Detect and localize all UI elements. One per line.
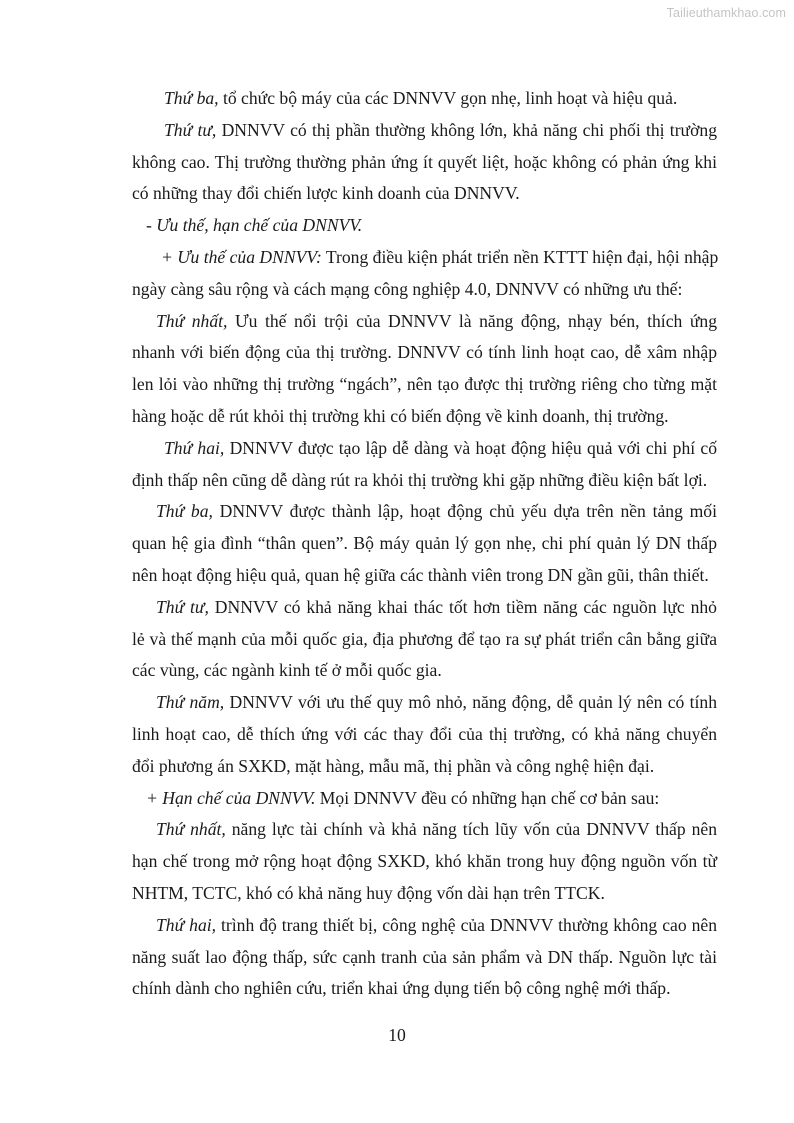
paragraph-line (132, 401, 717, 433)
paragraph-line (132, 973, 717, 1005)
paragraph-line (132, 910, 717, 942)
paragraph-line (132, 719, 717, 751)
line-text: đổi phương án SXKD, mặt hàng, mẫu mã, thị phần và công nghệ hiện đại. (132, 755, 655, 776)
paragraph-line (132, 687, 717, 719)
paragraph-line (132, 496, 717, 528)
lead-phrase: Thứ hai, (156, 914, 217, 935)
lead-phrase: - Ưu thế, hạn chế của DNNVV. (146, 215, 363, 236)
paragraph-line (132, 846, 717, 878)
lead-phrase: + Hạn chế của DNNVV. (146, 787, 316, 808)
line-text: DNNVV có thị phần thường không lớn, khả năng chi phối thị trường (216, 119, 717, 140)
paragraph-line (132, 878, 717, 910)
line-text: linh hoạt cao, dễ thích ứng với các thay đổi của thị trường, có khả năng chuyển (132, 723, 717, 744)
line-text: các vùng, các ngành kinh tế ở mỗi quốc gia. (132, 660, 442, 681)
line-text: DNNVV được tạo lập dễ dàng và hoạt động hiệu quả với chi phí cố (224, 437, 717, 458)
paragraph-line (132, 369, 717, 401)
line-text: DNNVV có khả năng khai thác tốt hơn tiềm năng các nguồn lực nhỏ (208, 596, 717, 617)
line-text: hàng hoặc dễ rút khỏi thị trường khi có biến động về kinh doanh, thị trường. (132, 405, 669, 426)
line-text: quan hệ gia đình “thân quen”. Bộ máy quản lý gọn nhẹ, chi phí quản lý DN thấp (132, 533, 717, 554)
line-text: định thấp nên cũng dễ dàng rút ra khỏi thị trường khi gặp những điều kiện bất lợi. (132, 469, 708, 490)
paragraph-line (132, 242, 717, 274)
paragraph-line (132, 306, 717, 338)
paragraph-line (132, 783, 717, 815)
paragraph-line (132, 655, 717, 687)
paragraph-line (132, 528, 717, 560)
line-text: năng suất lao động thấp, sức cạnh tranh của sản phẩm và DN thấp. Nguồn lực tài (132, 946, 717, 967)
lead-phrase: Thứ nhất, (156, 819, 226, 840)
page-number: 10 (388, 1025, 406, 1045)
line-text: có những thay đổi chiến lược kinh doanh của DNNVV. (132, 183, 520, 204)
paragraph-line (132, 751, 717, 783)
paragraph-line (132, 624, 717, 656)
paragraph-line (132, 942, 717, 974)
paragraph-line (132, 274, 717, 306)
watermark: Tailieuthamkhao.com (666, 6, 786, 20)
lead-phrase: Thứ tư, (156, 596, 209, 617)
line-text: hạn chế trong mở rộng hoạt động SXKD, khó khăn trong huy động nguồn vốn từ (132, 851, 717, 872)
line-text: DNNVV được thành lập, hoạt động chủ yếu dựa trên nền tảng mối (212, 501, 717, 522)
paragraph-line (132, 147, 717, 179)
paragraph-line (132, 337, 717, 369)
paragraph-line (132, 433, 717, 465)
line-text: NHTM, TCTC, khó có khả năng huy động vốn dài hạn trên TTCK. (132, 882, 605, 903)
paragraph-line (132, 115, 717, 147)
line-text: len lỏi vào những thị trường “ngách”, nên tạo được thị trường riêng cho từng mặt (132, 374, 717, 395)
line-text: Trong điều kiện phát triển nền KTTT hiện đại, hội nhập (321, 246, 719, 267)
line-text: ngày càng sâu rộng và cách mạng công nghiệp 4.0, DNNVV có những ưu thế: (132, 278, 683, 299)
paragraph-line (132, 560, 717, 592)
line-text: tổ chức bộ máy của các DNNVV gọn nhẹ, linh hoạt và hiệu quả. (218, 88, 678, 108)
lead-phrase: Thứ tư, (164, 119, 217, 140)
paragraph-line (132, 814, 717, 846)
line-text: lẻ và thế mạnh của mỗi quốc gia, địa phương để tạo ra sự phát triển cân bằng giữa (132, 628, 717, 649)
lead-phrase: Thứ ba, (164, 88, 219, 108)
section-heading (132, 210, 717, 242)
line-text: chính dành cho nghiên cứu, triển khai ứng dụng tiến bộ công nghệ mới thấp. (132, 978, 671, 999)
line-text: Mọi DNNVV đều có những hạn chế cơ bản sau: (315, 787, 660, 808)
lead-phrase: Thứ ba, (156, 501, 213, 522)
lead-phrase: Thứ nhất, (156, 310, 228, 331)
paragraph-line (132, 465, 717, 497)
paragraph-line (132, 83, 717, 115)
lead-phrase: + Ưu thế của DNNVV: (161, 246, 322, 267)
lead-phrase: Thứ hai, (164, 437, 225, 458)
line-text: Ưu thế nổi trội của DNNVV là năng động, nhạy bén, thích ứng (227, 310, 717, 331)
line-text: nên hoạt động hiệu quả, quan hệ giữa các thành viên trong DN gần gũi, thân thiết. (132, 564, 709, 585)
document-body (132, 83, 717, 1005)
line-text: năng lực tài chính và khả năng tích lũy vốn của DNNVV thấp nên (225, 819, 717, 840)
lead-phrase: Thứ năm, (156, 692, 225, 713)
paragraph-line (132, 178, 717, 210)
paragraph-line (132, 592, 717, 624)
line-text: DNNVV với ưu thế quy mô nhỏ, năng động, dễ quản lý nên có tính (224, 692, 717, 713)
line-text: trình độ trang thiết bị, công nghệ của DNNVV thường không cao nên (216, 914, 717, 935)
line-text: nhanh với biến động của thị trường. DNNVV có tính linh hoạt cao, dễ xâm nhập (132, 342, 717, 363)
line-text: không cao. Thị trường thường phản ứng ít quyết liệt, hoặc không có phản ứng khi (132, 151, 717, 172)
